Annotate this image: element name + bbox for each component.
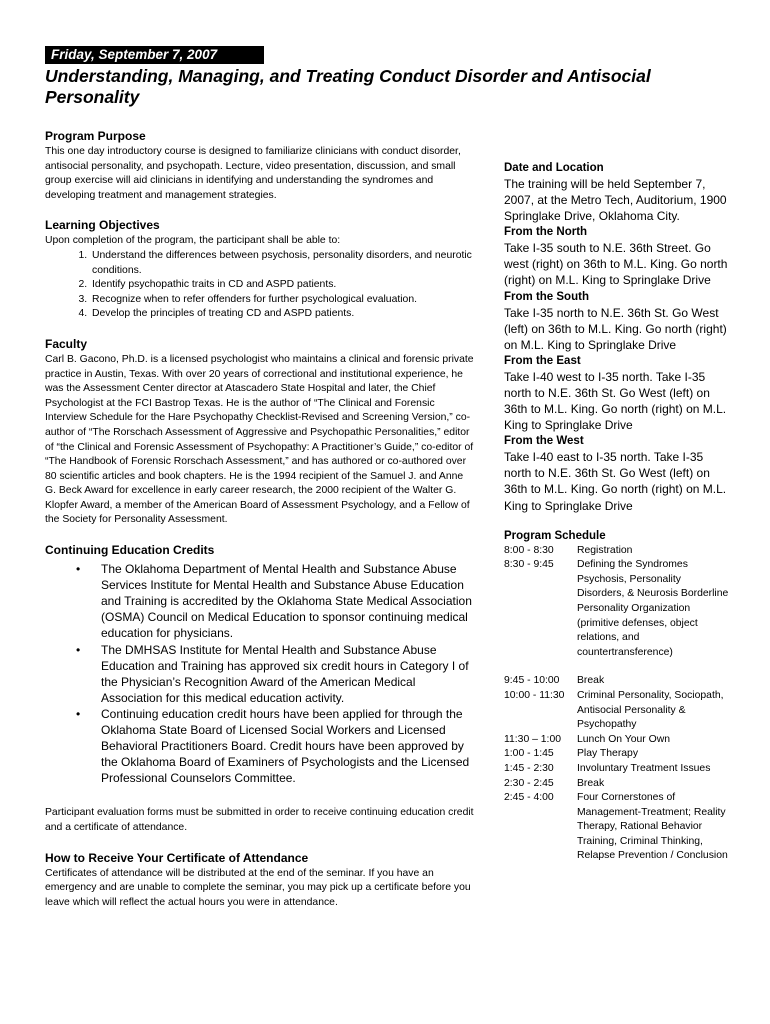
- schedule-table: [504, 544, 729, 864]
- credit-item: [76, 642, 475, 706]
- direction-label-west: From the West: [504, 435, 584, 448]
- schedule-time: 2:30 - 2:45: [504, 777, 554, 789]
- schedule-event: Criminal Personality, Sociopath, Antisocial Personality & Psychopathy: [577, 689, 724, 731]
- schedule-row: [504, 777, 729, 792]
- schedule-event: Play Therapy: [577, 748, 639, 760]
- objectives-list: [45, 249, 475, 322]
- date-banner: Friday, September 7, 2007: [45, 46, 264, 64]
- learning-objectives-heading: Learning Objectives: [45, 218, 160, 233]
- objective-item: 3. Recognize when to refer offenders for further psychological evaluation.: [90, 293, 475, 308]
- objective-item: 1. Understand the differences between psychosis, personality disorders, and neurotic conditions.: [90, 249, 475, 278]
- schedule-event: Break: [577, 777, 605, 789]
- faculty-bio: Carl B. Gacono, Ph.D. is a licensed psychologist who maintains a clinical and forensic private practice in Austin, Texas. With over 20 years of correctional and institutional experience, he was the Assessment Center director at Atascadero State Hospital and later, the Chief Psychologist at the FCI Bastrop Texas. He is the author of “The Clinical and Forensic Interview Schedule for the Hare Psychopathy Checklist-Revised and Screening Version,” co-author of “The Rorschach Assessment of Aggressive and Psychopathic Personalities,” editor of “the Clinical and Forensic Assessment of Psychopathy: A Practitioner’s Guide,” co-editor of “The Handbook of Forensic Rorschach Assessment,” and has authored or co-authored over 80 scientific articles and book chapters. He is the 1994 recipient of the Samuel J. and Anne G. Beck Award for excellence in early career research, the 2000 recipient of the Walter G. Klopfer Award, a member of the American Board of Assessment Psychology, and a Fellow of the Society for Personality Assessment.: [45, 353, 474, 526]
- program-schedule-section: [504, 528, 729, 864]
- direction-text-west: Take I-40 east to I-35 north. Take I-35 north to N.E. 36th St. Go West (left) on 36th to M.L. King. Go north (right) on M.L. King to Springlake Drive: [504, 450, 727, 513]
- continuing-education-section: [45, 542, 475, 836]
- schedule-row: [504, 689, 729, 733]
- evaluation-note: Participant evaluation forms must be submitted in order to receive continuing education credit and a certificate of attendance.: [45, 807, 474, 833]
- schedule-time: 1:00 - 1:45: [504, 748, 554, 760]
- schedule-event: Defining the Syndromes Psychosis, Personality Disorders, & Neurosis Borderline Personality Organization (primitive defenses, object relations, and countertransference): [577, 559, 729, 658]
- right-column: [504, 160, 729, 864]
- schedule-row: [504, 762, 729, 777]
- direction-text-south: Take I-35 north to N.E. 36th St. Go West (left) on 36th to M.L. King. Go north (right) on M.L. King to Springlake Drive: [504, 305, 727, 352]
- date-location-text: The training will be held September 7, 2007, at the Metro Tech, Auditorium, 1900 Springlake Drive, Oklahoma City.: [504, 177, 727, 224]
- schedule-row: [504, 660, 729, 689]
- program-schedule-heading: Program Schedule: [504, 529, 606, 542]
- certificate-heading: How to Receive Your Certificate of Attendance: [45, 850, 309, 865]
- date-location-section: [504, 160, 729, 514]
- program-purpose-section: [45, 128, 475, 203]
- bullet-icon: •: [76, 706, 81, 721]
- credit-item: [76, 561, 475, 641]
- schedule-event: Break: [577, 675, 605, 687]
- objective-item: 4. Develop the principles of treating CD and ASPD patients.: [90, 307, 475, 322]
- bullet-icon: •: [76, 562, 81, 577]
- certificate-section: [45, 850, 475, 911]
- direction-label-south: From the South: [504, 290, 589, 303]
- credit-text: The Oklahoma Department of Mental Health and Substance Abuse Services Institute for Mental Health and Substance Abuse Education and Training is accredited by the Oklahoma State Medical Association (OSMA) Council on Medical Education to sponsor continuing medical education for physicians.: [101, 562, 472, 641]
- learning-objectives-section: [45, 217, 475, 322]
- schedule-event: Four Cornerstones of Management-Treatment; Reality Therapy, Rational Behavior Training, Criminal Thinking, Relapse Prevention / Conclusion: [577, 792, 728, 862]
- bullet-icon: •: [76, 642, 81, 657]
- direction-text-east: Take I-40 west to I-35 north. Take I-35 north to N.E. 36th St. Go West (left) on 36th to M.L. King. Go north (right) on M.L. King to Springlake Drive: [504, 369, 727, 433]
- date-location-heading: Date and Location: [504, 162, 604, 174]
- schedule-event: Involuntary Treatment Issues: [577, 762, 711, 774]
- faculty-section: [45, 336, 475, 528]
- credit-text: Continuing education credit hours have been applied for through the Oklahoma State Board of Licensed Social Workers and Licensed Behavioral Practitioners Board. Credit hours have been approved by the Oklahoma Board of Examiners of Psychologists and the Licensed Professional Counselors Committee.: [101, 706, 470, 786]
- direction-text-north: Take I-35 south to N.E. 36th Street. Go west (right) on 36th to M.L. King. Go north (right) on M.L. King to Springlake Drive: [504, 241, 728, 288]
- program-purpose-text: This one day introductory course is designed to familiarize clinicians with conduct disorder, antisocial personality, and psychopath. Lecture, video presentation, discussion, and small group exercise will aid clinicians in identifying and understanding the syndromes and developing treatment and management strategies.: [45, 146, 461, 201]
- schedule-event: Registration: [577, 544, 633, 556]
- schedule-event: Lunch On Your Own: [577, 733, 671, 745]
- schedule-row: [504, 791, 729, 864]
- objective-item: 2. Identify psychopathic traits in CD and ASPD patients.: [90, 278, 475, 293]
- schedule-time: 2:45 - 4:00: [504, 792, 554, 804]
- certificate-text: Certificates of attendance will be distributed at the end of the seminar. If you have an emergency and are unable to complete the seminar, you may pick up a certificate before you leave which will reflect the actual hours you were in attendance.: [45, 867, 471, 908]
- faculty-heading: Faculty: [45, 336, 88, 351]
- credits-list: [45, 561, 475, 786]
- schedule-time: 8:30 - 9:45: [504, 559, 554, 571]
- schedule-row: [504, 747, 729, 762]
- credit-item: [76, 706, 475, 786]
- schedule-time: 9:45 - 10:00: [504, 675, 560, 687]
- schedule-row: [504, 558, 729, 660]
- schedule-time: 10:00 - 11:30: [504, 689, 565, 701]
- schedule-time: 11:30 – 1:00: [504, 733, 562, 745]
- left-column: [45, 128, 475, 924]
- schedule-row: [504, 733, 729, 748]
- program-purpose-heading: Program Purpose: [45, 129, 146, 143]
- direction-label-east: From the East: [504, 354, 581, 367]
- schedule-time: 8:00 - 8:30: [504, 544, 554, 556]
- direction-label-north: From the North: [504, 226, 588, 239]
- document-title: Understanding, Managing, and Treating Conduct Disorder and Antisocial Personality: [45, 66, 651, 107]
- continuing-education-heading: Continuing Education Credits: [45, 543, 215, 558]
- schedule-row: [504, 544, 729, 559]
- credit-text: The DMHSAS Institute for Mental Health and Substance Abuse Education and Training has approved six credit hours in Category I of the Physician’s Recognition Award of the American Medical Association for this medical education activity.: [101, 642, 469, 705]
- schedule-time: 1:45 - 2:30: [504, 762, 554, 774]
- learning-objectives-intro: Upon completion of the program, the participant shall be able to:: [45, 235, 341, 247]
